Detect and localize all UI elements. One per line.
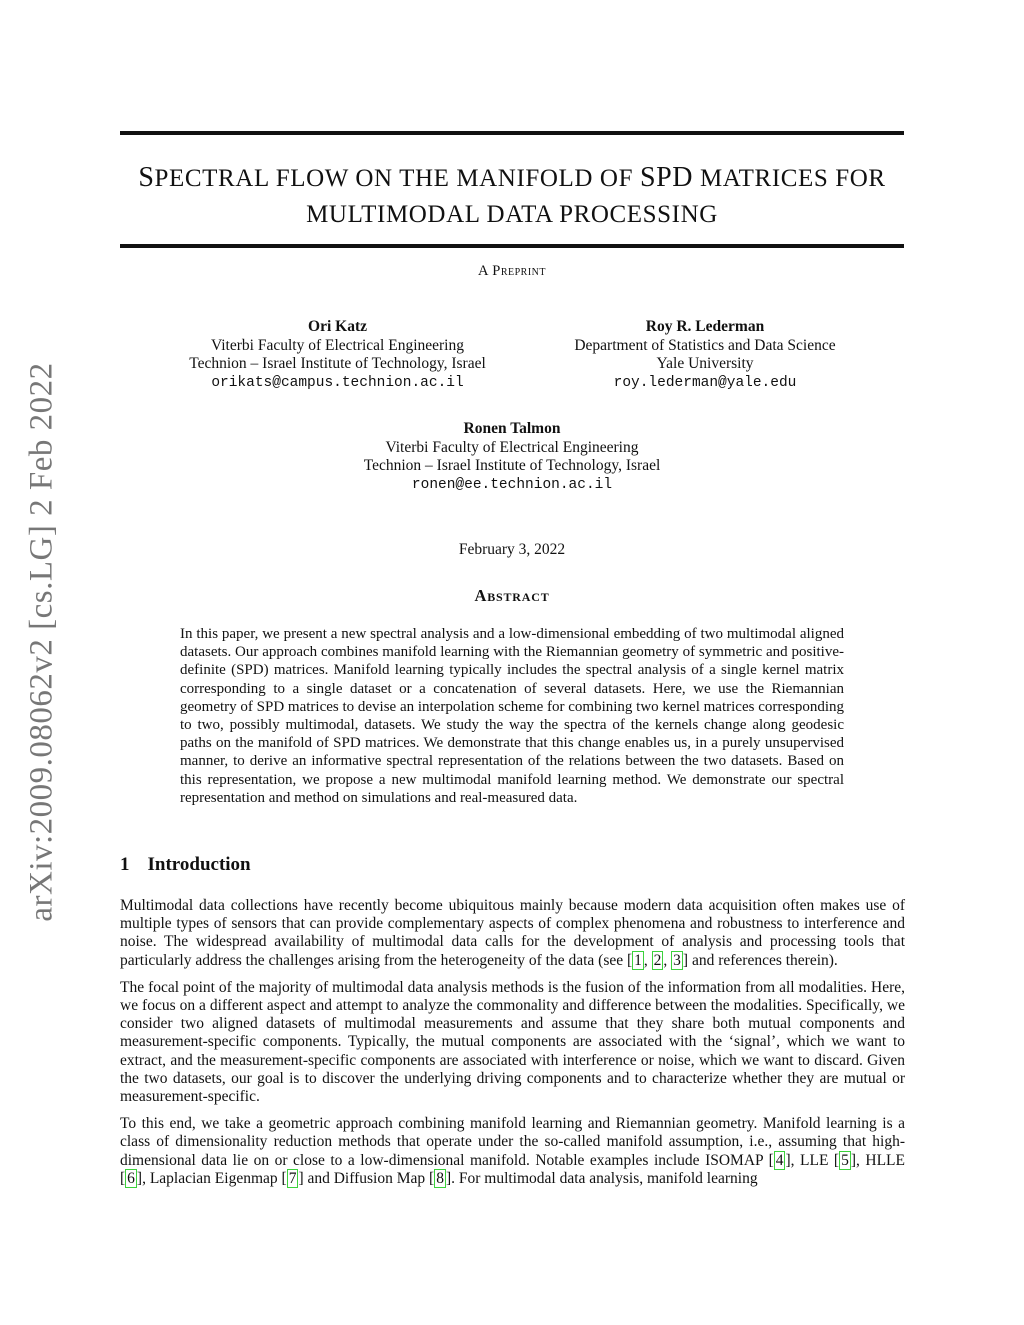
citation-link[interactable]: 4 xyxy=(775,1151,784,1169)
section-number: 1 xyxy=(120,854,130,875)
author-email[interactable]: orikats@campus.technion.ac.il xyxy=(211,374,464,391)
citation-link[interactable]: 3 xyxy=(673,951,681,969)
paper-title xyxy=(120,160,904,233)
title-top-rule xyxy=(120,131,904,135)
preprint-label: A Preprint xyxy=(477,263,547,279)
arxiv-identifier-stamp: arXiv:2009.08062v2 [cs.LG] 2 Feb 2022 xyxy=(23,362,60,922)
paragraph: The focal point of the majority of multimodal data analysis methods is the fusion of the information from all modalities. Here, we focus on a different aspect and attempt to analyze the commonality and difference between the modalities. Specifically, we consider two aligned datasets of multimodal measurements and assume that they share both mutual components and measurement-specific components. Typically, the mutual components are associated with the ‘signal’, which we want to extract, and the measurement-specific components are associated with interference or noise, which we want to discard. Given the two datasets, our goal is to discover the underlying driving components and to characterize whether they are mutual or measurement-specific. xyxy=(120,978,905,1106)
author-block-lederman xyxy=(530,318,880,392)
title-bottom-rule xyxy=(120,244,904,248)
publication-date: February 3, 2022 xyxy=(458,541,566,558)
author-affiliation: Viterbi Faculty of Electrical Engineering xyxy=(385,438,639,456)
author-affiliation: Yale University xyxy=(656,355,754,372)
abstract-heading: Abstract xyxy=(474,586,550,605)
author-affiliation: Department of Statistics and Data Science xyxy=(574,336,836,354)
author-name: Ori Katz xyxy=(308,318,367,335)
author-affiliation: Technion – Israel Institute of Technology, Israel xyxy=(363,457,661,474)
author-name: Roy R. Lederman xyxy=(645,318,765,335)
abstract-text: In this paper, we present a new spectral analysis and a low-dimensional embedding of two multimodal aligned datasets. Our approach combines manifold learning with the Riemannian geometry of symmetric and positive-definite (SPD) matrices. Manifold learning typically includes the spectral analysis of a single kernel matrix corresponding to a single dataset or a concatenation of several datasets. Here, we use the Riemannian geometry of SPD matrices to devise an interpolation scheme for combining two kernel matrices corresponding to two, possibly multimodal, datasets. We study the way the spectra of the kernels change along geodesic paths on the manifold of SPD matrices. We demonstrate that this change enables us, in a purely unsupervised manner, to derive an informative spectral representation of the relations between the two datasets. Based on this representation, we propose a new multimodal manifold learning method. We demonstrate our spectral representation and method on simulations and real-measured data. xyxy=(180,626,844,806)
author-affiliation: Viterbi Faculty of Electrical Engineering xyxy=(210,336,464,354)
citation-link[interactable]: 8 xyxy=(436,1169,444,1187)
citation-link[interactable]: 2 xyxy=(653,951,662,969)
author-block-talmon xyxy=(312,420,712,494)
paragraph: Multimodal data collections have recently become ubiquitous mainly because modern data acquisition often makes use of multiple types of sensors that can provide complementary aspects of complex phenomena and robustness to interference and noise. The widespread availability of multimodal data calls for the development of analysis and processing tools that particularly address the challenges arising from the heterogeneity of the data (see [ 1 , 2 , 3 ] and references therein). xyxy=(120,897,905,969)
title-line-1: SPECTRAL FLOW ON THE MANIFOLD OF SPD MATRICES FOR xyxy=(138,162,886,193)
author-email[interactable]: ronen@ee.technion.ac.il xyxy=(411,476,613,493)
section-title: Introduction xyxy=(147,854,251,875)
author-email[interactable]: roy.lederman@yale.edu xyxy=(613,374,797,391)
author-block-katz xyxy=(150,318,525,392)
citation-link[interactable]: 5 xyxy=(841,1151,849,1169)
author-name: Ronen Talmon xyxy=(463,420,561,437)
citation-link[interactable]: 1 xyxy=(634,951,642,969)
paragraph: To this end, we take a geometric approach combining manifold learning and Riemannian geometry. Manifold learning is a class of dimensionality reduction methods that operate under the so-called manifold assumption, i.e., assuming that high-dimensional data lie on or close to a low-dimensional manifold. Notable examples include ISOMAP [ 4 ], LLE [ 5 ], HLLE [ 6 ], Laplacian Eigenmap [ 7 ] and Diffusion Map [ 8 ]. For multimodal data analysis, manifold learning xyxy=(120,1115,905,1187)
author-affiliation: Technion – Israel Institute of Technology, Israel xyxy=(189,355,486,372)
introduction-body xyxy=(120,897,905,1197)
section-heading-introduction xyxy=(120,854,251,876)
title-line-2: MULTIMODAL DATA PROCESSING xyxy=(306,201,718,228)
citation-link[interactable]: 6 xyxy=(127,1169,135,1187)
citation-link[interactable]: 7 xyxy=(288,1169,297,1187)
